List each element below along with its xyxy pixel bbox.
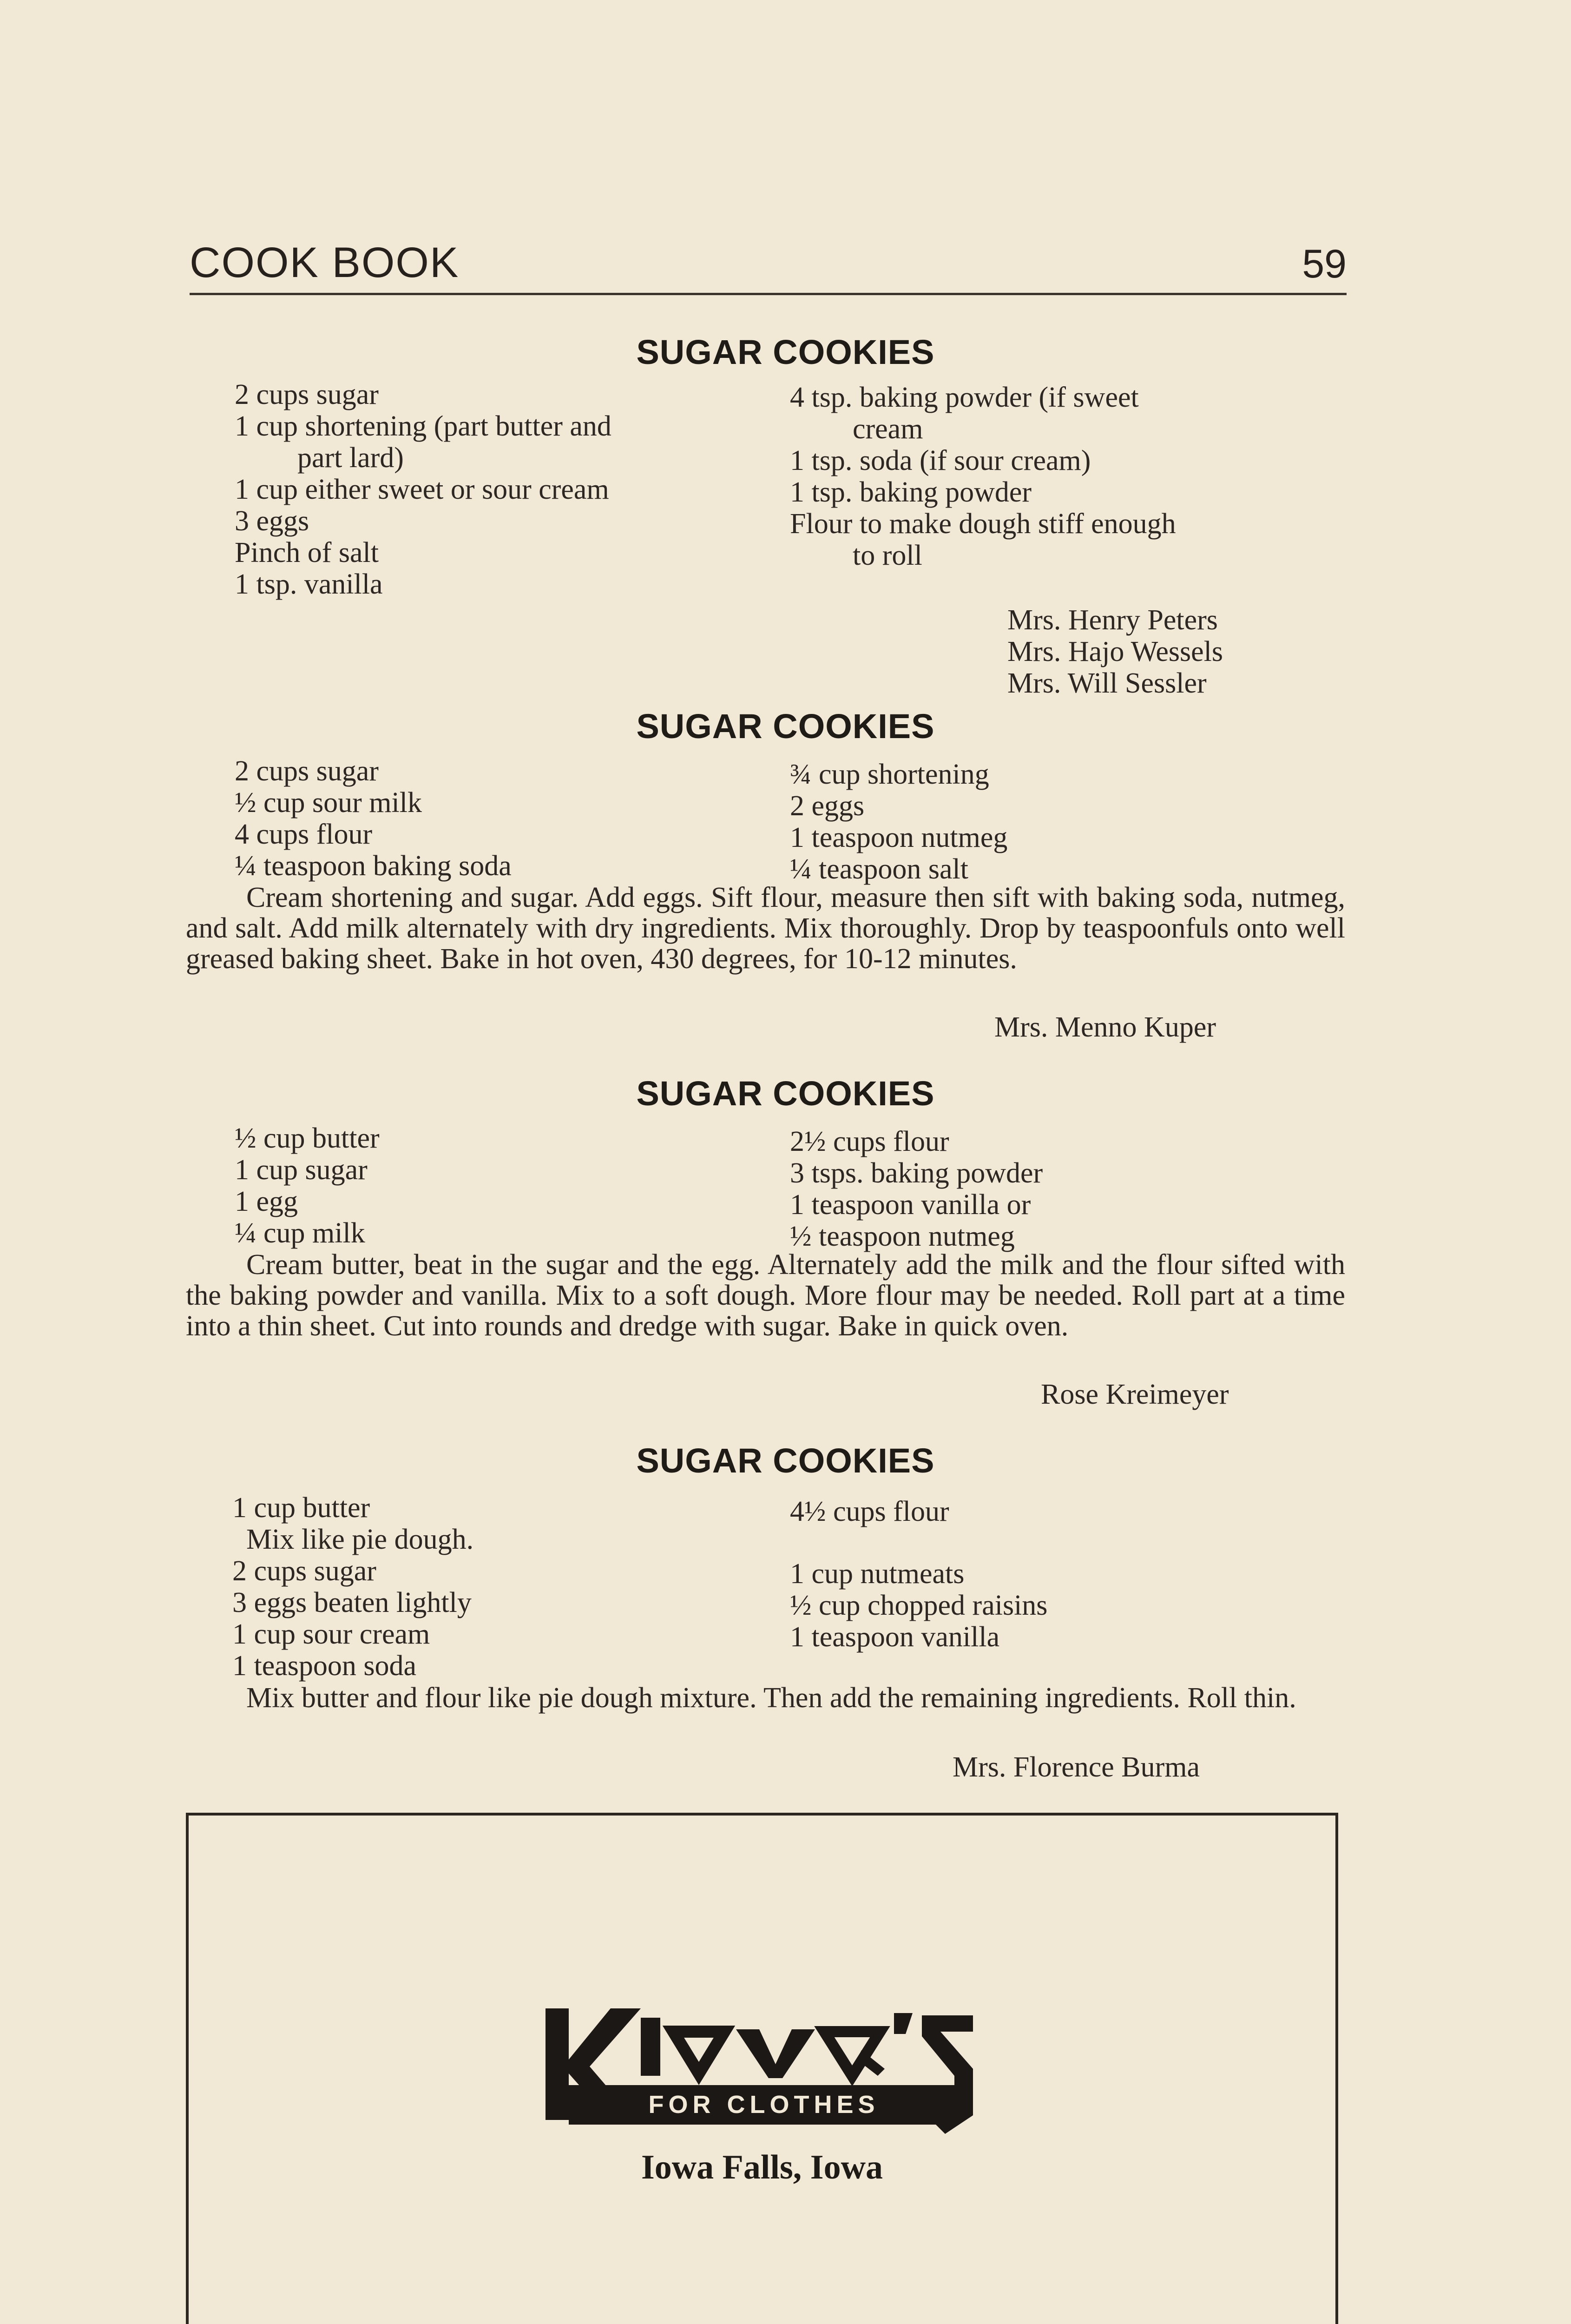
- ingredient: ½ teaspoon nutmeg: [790, 1221, 1015, 1252]
- recipe-title: SUGAR COOKIES: [636, 707, 935, 746]
- ingredient: cream: [853, 413, 923, 445]
- klove-logo-graphic: [541, 1999, 1006, 2139]
- directions-text: Cream butter, beat in the sugar and the egg. Alternately add the milk and the flour sifted with the baking powder and vanilla. Mix to a soft dough. More flour may be needed. Roll part at a time into a thin sheet. Cut into rounds and dredge with sugar. Bake in quick oven.: [186, 1249, 1345, 1342]
- ingredient: ¾ cup shortening: [790, 759, 989, 790]
- ingredient: 2½ cups flour: [790, 1126, 949, 1157]
- directions: [186, 882, 1345, 974]
- ingredient: 1 cup butter: [232, 1492, 370, 1524]
- ingredient: Pinch of salt: [235, 537, 379, 568]
- credit: Mrs. Henry Peters: [1007, 604, 1218, 636]
- ingredient: 1 cup shortening (part butter and: [235, 410, 611, 442]
- credit: Rose Kreimeyer: [1041, 1379, 1229, 1410]
- ingredient: 1 teaspoon nutmeg: [790, 822, 1008, 853]
- ingredient: ¼ cup milk: [235, 1217, 365, 1249]
- ingredient: 1 cup nutmeats: [790, 1558, 965, 1590]
- ingredient: 4 cups flour: [235, 819, 373, 850]
- running-head: [190, 235, 1347, 295]
- ingredient: to roll: [853, 540, 922, 571]
- ingredient: 2 eggs: [790, 790, 865, 822]
- klove-logo: [541, 1999, 1006, 2139]
- ingredient: 1 tsp. vanilla: [235, 568, 383, 600]
- credit: Mrs. Will Sessler: [1007, 667, 1207, 699]
- ingredient: ¼ teaspoon baking soda: [235, 850, 512, 882]
- ingredient: 1 cup either sweet or sour cream: [235, 474, 609, 505]
- ingredient: Flour to make dough stiff enough: [790, 508, 1176, 540]
- credit: Mrs. Menno Kuper: [994, 1011, 1216, 1043]
- advertisement-box: [186, 1813, 1338, 2324]
- recipe-title: SUGAR COOKIES: [636, 333, 935, 371]
- ingredient: 1 teaspoon vanilla or: [790, 1189, 1031, 1221]
- ingredient: part lard): [297, 442, 404, 474]
- ingredient: 1 teaspoon soda: [232, 1650, 417, 1682]
- ingredient: Mix like pie dough.: [246, 1524, 474, 1555]
- recipe-title: SUGAR COOKIES: [636, 1441, 935, 1480]
- directions-text: Cream shortening and sugar. Add eggs. Sift flour, measure then sift with baking soda, nutmeg, and salt. Add milk alternately with dry ingredients. Mix thoroughly. Drop by teaspoonfuls onto well greased baking sheet. Bake in hot oven, 430 degrees, for 10-12 minutes.: [186, 882, 1345, 975]
- ad-city: Iowa Falls, Iowa: [641, 2148, 883, 2186]
- directions-text: Mix butter and flour like pie dough mixture. Then add the remaining ingredients. Roll thin.: [246, 1682, 1296, 1714]
- ingredient: 4½ cups flour: [790, 1496, 949, 1527]
- ingredient: 4 tsp. baking powder (if sweet: [790, 382, 1139, 413]
- book-title: COOK BOOK: [190, 239, 460, 286]
- directions: [186, 1249, 1345, 1341]
- ingredient: ¼ teaspoon salt: [790, 853, 968, 885]
- ingredient: 3 tsps. baking powder: [790, 1157, 1043, 1189]
- ingredient: 3 eggs beaten lightly: [232, 1587, 472, 1618]
- ingredient: 1 tsp. soda (if sour cream): [790, 445, 1091, 476]
- ingredient: 2 cups sugar: [235, 755, 379, 787]
- ingredient: 1 egg: [235, 1186, 298, 1217]
- ingredient: 2 cups sugar: [235, 379, 379, 410]
- ingredient: ½ cup sour milk: [235, 787, 422, 819]
- ingredient: ½ cup chopped raisins: [790, 1590, 1048, 1621]
- recipe-title: SUGAR COOKIES: [636, 1074, 935, 1113]
- ingredient: 1 cup sugar: [235, 1154, 368, 1186]
- tagline: FOR CLOTHES: [648, 2091, 880, 2119]
- page-number: 59: [1302, 242, 1347, 286]
- credit: Mrs. Hajo Wessels: [1007, 636, 1223, 667]
- ingredient: 1 tsp. baking powder: [790, 476, 1032, 508]
- directions: [186, 1683, 1345, 1713]
- credit: Mrs. Florence Burma: [953, 1751, 1200, 1783]
- ingredient: 3 eggs: [235, 505, 309, 537]
- ingredient: ½ cup butter: [235, 1122, 380, 1154]
- ingredient: 1 teaspoon vanilla: [790, 1621, 1000, 1653]
- ingredient: 1 cup sour cream: [232, 1618, 430, 1650]
- ingredient: 2 cups sugar: [232, 1555, 376, 1587]
